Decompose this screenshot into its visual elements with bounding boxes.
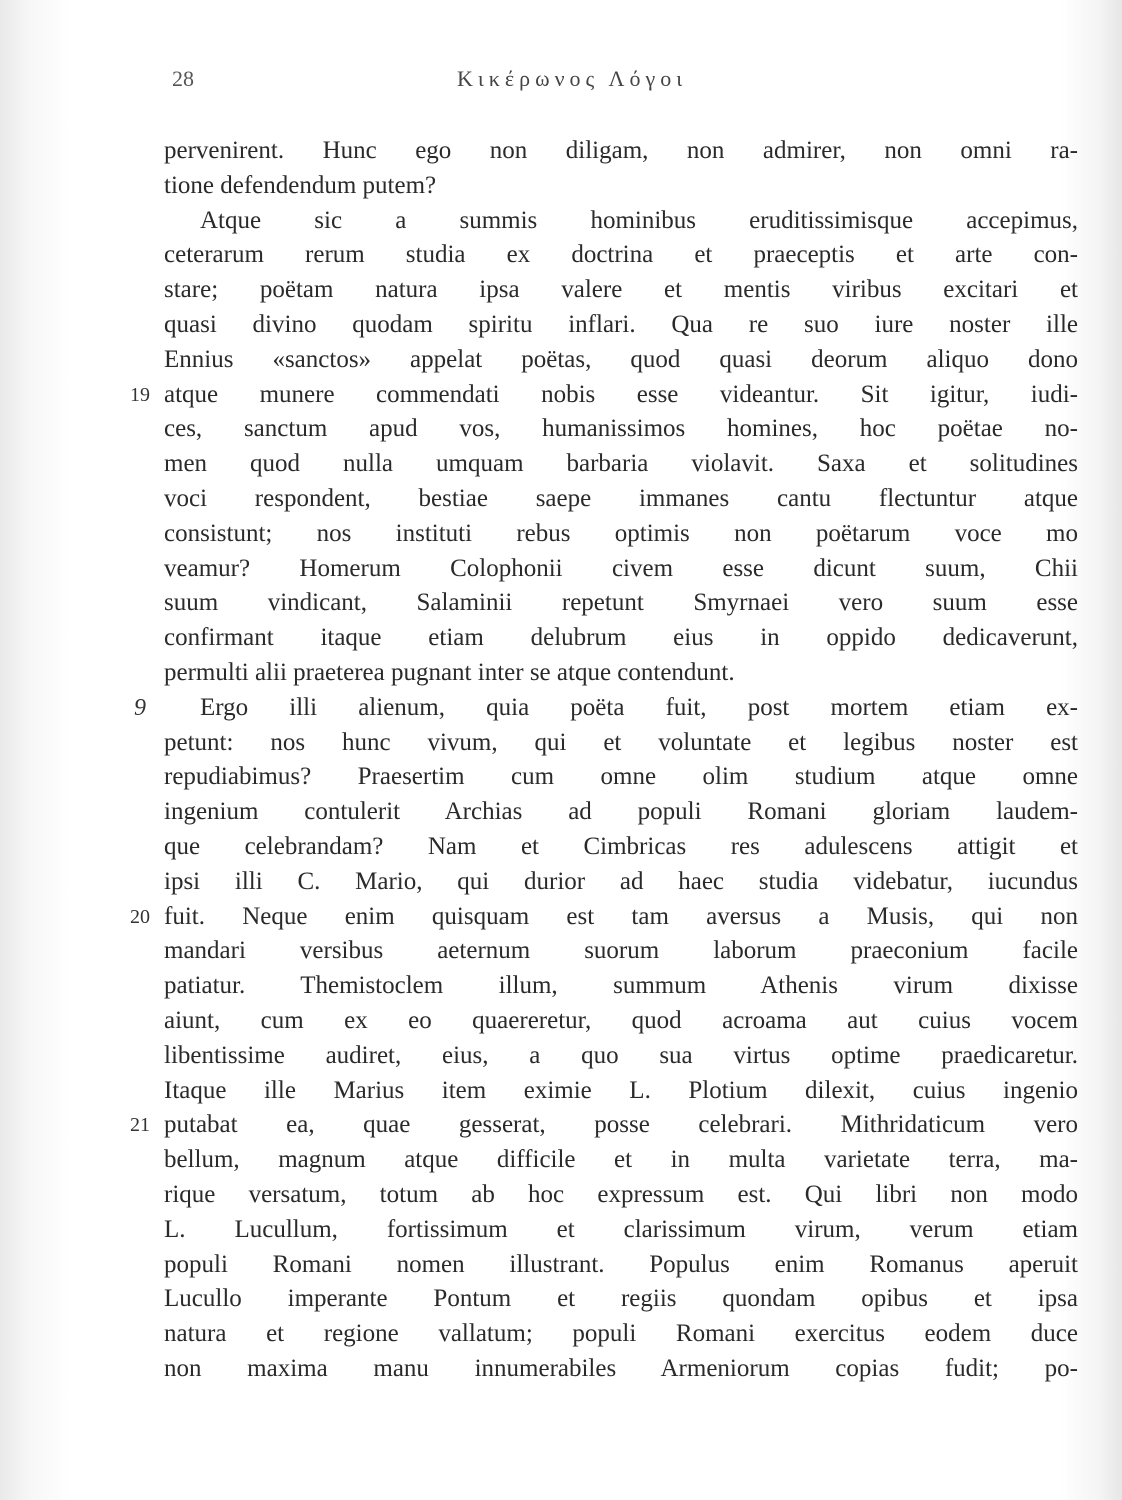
running-title: Κικέρωνος Λόγοι [457,66,688,91]
text-line: men quod nulla umquam barbaria violavit. Saxa et solitudines [164,450,1078,478]
text-line: suum vindicant, Salaminii repetunt Smyrnaei vero suum esse [164,589,1078,617]
text-line: confirmant itaque etiam delubrum eius in oppido dedicaverunt, [164,624,1078,652]
text-line: non maxima manu innumerabiles Armeniorum copias fudit; po- [164,1354,1078,1382]
text-line [134,691,1078,726]
text-line: stare; poëtam natura ipsa valere et mentis viribus excitari et [164,276,1078,304]
text-line [130,378,1078,413]
text-line: L. Lucullum, fortissimum et clarissimum virum, verum etiam [164,1215,1078,1243]
text-line: ingenium contulerit Archias ad populi Romani gloriam laudem- [164,798,1078,826]
text-line-content: atque munere commendati nobis esse videantur. Sit igitur, iudi- [164,380,1078,408]
text-line [130,1108,1078,1143]
text-line: natura et regione vallatum; populi Romani exercitus eodem duce [164,1320,1078,1348]
section-number: 19 [130,383,150,406]
text-line-content: fuit. Neque enim quisquam est tam aversus a Musis, qui non [164,902,1078,930]
text-line: Itaque ille Marius item eximie L. Plotium dilexit, cuius ingenio [164,1076,1078,1104]
text-line: rique versatum, totum ab hoc expressum est. Qui libri non modo [164,1180,1078,1208]
text-line: petunt: nos hunc vivum, qui et voluntate et legibus noster est [164,728,1078,756]
text-line: bellum, magnum atque difficile et in multa varietate terra, ma- [164,1146,1078,1174]
text-line-content: Atque sic a summis hominibus eruditissimisque accepimus, [200,206,1078,234]
text-line: patiatur. Themistoclem illum, summum Athenis virum dixisse [164,972,1078,1000]
section-number: 21 [130,1114,150,1137]
text-line-content: Ergo illi alienum, quia poëta fuit, post mortem etiam ex- [200,693,1078,721]
text-line-content: putabat ea, quae gesserat, posse celebrari. Mithridaticum vero [164,1111,1078,1139]
text-line: tione defendendum putem? [164,171,437,199]
text-line: pervenirent. Hunc ego non diligam, non admirer, non omni ra- [164,137,1078,164]
text-line: mandari versibus aeternum suorum laborum praeconium facile [164,937,1078,965]
text-line: repudiabimus? Praesertim cum omne olim studium atque omne [164,763,1078,791]
text-line: quasi divino quodam spiritu inflari. Qua re suo iure noster ille [164,310,1078,338]
section-number: 20 [130,905,150,928]
text-line: que celebrandam? Nam et Cimbricas res adulescens attigit et [164,832,1078,860]
text-line: permulti alii praeterea pugnant inter se atque contendunt. [164,658,735,686]
text-line: Ennius «sanctos» appelat poëtas, quod quasi deorum aliquo dono [164,345,1078,373]
body-text [130,134,1078,1387]
text-line: populi Romani nomen illustrant. Populus enim Romanus aperuit [164,1250,1078,1278]
text-line: ceterarum rerum studia ex doctrina et praeceptis et arte con- [164,241,1078,269]
text-line: veamur? Homerum Colophonii civem esse dicunt suum, Chii [164,554,1078,582]
text-line: voci respondent, bestiae saepe immanes cantu flectuntur atque [164,484,1078,512]
text-line: libentissime audiret, eius, a quo sua virtus optime praedicaretur. [164,1041,1078,1069]
text-line: ces, sanctum apud vos, humanissimos homines, hoc poëtae no- [164,415,1078,443]
text-line [130,900,1078,935]
page-header [172,66,1072,102]
text-line: aiunt, cum ex eo quaereretur, quod acroama aut cuius vocem [164,1006,1078,1034]
text-line [164,204,1078,239]
text-line: consistunt; nos instituti rebus optimis non poëtarum voce mo [164,519,1078,547]
text-line: Lucullo imperante Pontum et regiis quondam opibus et ipsa [164,1285,1078,1313]
page-number: 28 [172,66,194,91]
text-line: ipsi illi C. Mario, qui durior ad haec studia videbatur, iucundus [164,867,1078,895]
section-number: 9 [134,694,146,721]
